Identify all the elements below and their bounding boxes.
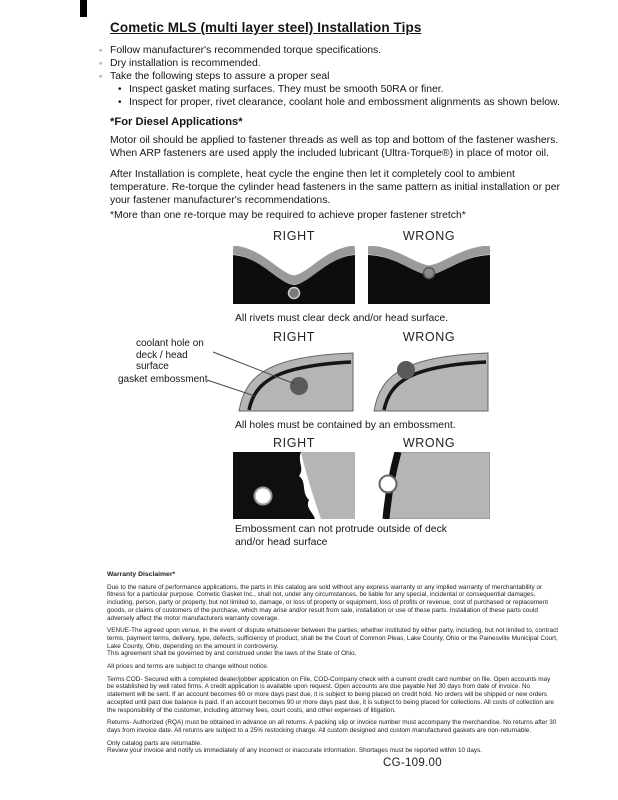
tip-text: Dry installation is recommended. [110, 58, 261, 69]
coolant-hole-label: coolant hole on deck / head surface [136, 338, 204, 372]
disclaimer-heading: Warranty Disclaimer* [107, 571, 176, 578]
disclaimer-paragraph: Returns- Authorized (RQA) must be obtained in advance on all returns. A packing slip or invoice number must accompany the merchandise. No returns after 30 days from invoice date. All returns are subject to a 25% restocking charge. All custom designed and custom manufactured gaskets are non-returnable. [107, 719, 557, 734]
installation-tips-list [99, 44, 569, 109]
label-pointer-lines [205, 346, 305, 401]
right-label: RIGHT [273, 436, 315, 450]
diagram-embossment-wrong [368, 346, 490, 413]
diagram-protrusion-right [233, 452, 355, 519]
diagram-row1-labels [233, 229, 490, 243]
disclaimer-paragraph: Review your invoice and notify us immediately of any incorrect or inaccurate information. Shortages must be reported within 10 days. [107, 747, 483, 755]
right-label: RIGHT [273, 330, 315, 344]
open-bullet-icon: ◦ [99, 71, 103, 81]
disclaimer-paragraph: Due to the nature of performance applications, the parts in this catalog are sold without any express warranty or any implied warranty of merchantability or fitness for a particular purpose. Cometic Gasket Inc., shall not, under any circumstances, be liable for any special, incidental or consequential damages, including, person, party or property, but not limited to, damage, or loss of property or equipment, loss of profits or revenue, cost of purchased or replacement goods, or claims of customers of the purchase, which may arise and/or result from sale, installation or use of these parts. Installation of these parts could adversely affect the motor manufacturers warranty coverage. [107, 583, 549, 622]
tip-text: Follow manufacturer's recommended torque specifications. [110, 45, 382, 56]
diagram-rivet-wrong [368, 246, 490, 304]
bolt-hole-circle [255, 488, 272, 505]
diagram-row3-images [233, 452, 490, 519]
gasket-embossment-label: gasket embossment [118, 374, 208, 385]
diesel-paragraph: After Installation is complete, heat cycle the engine then let it completely cool to ambient temperature. Re-torque the cylinder head fasteners in the same pattern as initial installation or per your fastener manufacturer's recommendations. [110, 169, 560, 206]
wrong-label: WRONG [402, 229, 456, 243]
tip-text: Take the following steps to assure a proper seal [110, 71, 330, 82]
tip-item [99, 44, 569, 57]
diagram-row1-images [233, 246, 490, 304]
disclaimer-paragraph: This agreement shall be governed by and construed under the laws of the State of Ohio. [107, 650, 357, 658]
bolt-hole-circle [380, 476, 397, 493]
filled-bullet-icon: • [118, 84, 122, 95]
tip-text: Inspect for proper, rivet clearance, coolant hole and embossment alignments as shown below. [129, 97, 560, 108]
wrong-label: WRONG [402, 436, 456, 450]
diagram-row2-caption: All holes must be contained by an embossment. [235, 420, 456, 431]
rivet-circle [289, 288, 300, 299]
deck-surface [386, 452, 490, 519]
coolant-pointer-line [213, 352, 295, 384]
disclaimer-paragraph: All prices and terms are subject to change without notice. [107, 663, 269, 671]
diagram-row3-labels [233, 436, 490, 450]
catalog-page-number: CG-109.00 [383, 757, 442, 769]
embossment-pointer-line [207, 380, 255, 396]
diesel-applications-heading: *For Diesel Applications* [110, 116, 243, 128]
tip-text: Inspect gasket mating surfaces. They must be smooth 50RA or finer. [129, 84, 444, 95]
coolant-hole-circle [397, 361, 415, 379]
wrong-label: WRONG [402, 330, 456, 344]
tip-subitem [118, 83, 569, 96]
tip-item [99, 70, 569, 83]
disclaimer-paragraph: VENUE-The agreed upon venue, in the event of dispute whatsoever between the parties, whether instituted by either party, including, but not limited to, contract terms, payment terms, delivery, type, defects, sufficiency of product, shall be the Court of Common Pleas, Lake County, Ohio or the Painesville Municipal Court, Lake County, Ohio, depending on the amount in controversy. [107, 627, 559, 650]
gasket-body [368, 255, 490, 304]
diagram-row3-caption: Embossment can not protrude outside of deck and/or head surface [235, 524, 447, 548]
diagram-rivet-right [233, 246, 355, 304]
diesel-paragraph: Motor oil should be applied to fastener threads as well as top and bottom of the fastener washers. When ARP fasteners are used apply the included lubricant (Ultra-Torque®) in place of motor oil. [110, 135, 559, 159]
filled-bullet-icon: • [118, 97, 122, 108]
disclaimer-paragraph: Only catalog parts are returnable. [107, 739, 202, 747]
rivet-circle [424, 268, 435, 279]
gasket-body [233, 452, 315, 519]
warranty-disclaimer [107, 571, 559, 760]
diagram-row1-caption: All rivets must clear deck and/or head surface. [235, 313, 449, 324]
open-bullet-icon: ◦ [99, 58, 103, 68]
diagram-row2-labels [233, 330, 490, 344]
retorque-note: *More than one re-torque may be required to achieve proper fastener stretch* [110, 210, 466, 221]
print-registration-mark [80, 0, 87, 17]
open-bullet-icon: ◦ [99, 45, 103, 55]
disclaimer-paragraph: Terms COD- Secured with a completed dealer/jobber application on File, COD-Company check with a current credit card number on file. Open accounts may be established by well rated firms. A credit application is available upon request. Open accounts are due payable Net 30 days from date of invoice. No statement will be sent. If an account becomes 60 or more days past due, it is subject to being placed on credit hold. No orders will be shipped or new orders accepted until past due balance is paid. If an account becomes 90 or more days past due, it is subject to being placed for collections. All costs of collection are the responsibility of the customer, including attorney fees, court costs, and other expenses of litigation. [107, 675, 554, 714]
page-title: Cometic MLS (multi layer steel) Installation Tips [110, 20, 422, 35]
tip-item [99, 57, 569, 70]
right-label: RIGHT [273, 229, 315, 243]
tip-subitem [118, 96, 569, 109]
diagram-protrusion-wrong [368, 452, 490, 519]
